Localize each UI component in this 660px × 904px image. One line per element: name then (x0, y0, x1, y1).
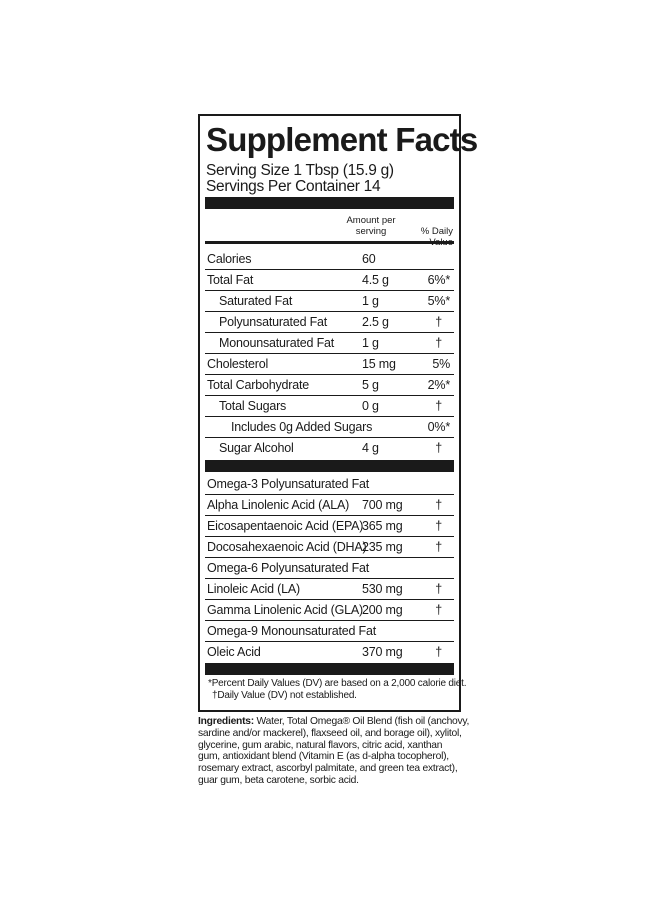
footnote-dv-not-established: †Daily Value (DV) not established. (212, 690, 357, 701)
row-cholesterol: Cholesterol 15 mg 5% (205, 354, 454, 375)
row-gla: Gamma Linolenic Acid (GLA) 200 mg † (205, 600, 454, 621)
ingredients-label: Ingredients: (198, 716, 254, 727)
servings-per-container: Servings Per Container 14 (206, 178, 381, 195)
row-total-carbohydrate: Total Carbohydrate 5 g 2%* (205, 375, 454, 396)
row-omega-6-header: Omega-6 Polyunsaturated Fat (205, 558, 454, 579)
row-omega-9-header: Omega-9 Monounsaturated Fat (205, 621, 454, 642)
row-total-fat: Total Fat 4.5 g 6%* (205, 270, 454, 291)
serving-size: Serving Size 1 Tbsp (15.9 g) (206, 162, 394, 179)
row-dha: Docosahexaenoic Acid (DHA) 235 mg † (205, 537, 454, 558)
row-added-sugars: Includes 0g Added Sugars 0%* (205, 417, 454, 438)
footnote-percent-dv: *Percent Daily Values (DV) are based on a 2,000 calorie diet. (208, 678, 467, 689)
daily-value-header: % Daily (420, 226, 453, 237)
thick-divider-top (205, 197, 454, 209)
row-polyunsaturated-fat: Polyunsaturated Fat 2.5 g † (205, 312, 454, 333)
row-monounsaturated-fat: Monounsaturated Fat 1 g † (205, 333, 454, 354)
amount-per-serving-header: Amount per serving (346, 215, 396, 237)
thick-divider-middle (205, 460, 454, 472)
supplement-facts-panel (198, 114, 478, 712)
thick-divider-bottom (205, 663, 454, 675)
row-total-sugars: Total Sugars 0 g † (205, 396, 454, 417)
row-oleic-acid: Oleic Acid 370 mg † (207, 645, 442, 659)
row-calories: Calories 60 (205, 249, 454, 270)
row-saturated-fat: Saturated Fat 1 g 5%* (205, 291, 454, 312)
row-ala: Alpha Linolenic Acid (ALA) 700 mg † (205, 495, 454, 516)
row-epa: Eicosapentaenoic Acid (EPA) 365 mg † (205, 516, 454, 537)
ingredients-text: Ingredients: Water, Total Omega® Oil Blend (fish oil (anchovy, sardine and/or mackerel), flaxseed oil, and borage oil), xylitol, glycerine, gum arabic, natural flavors, citric acid, xanthan gum, antioxidant blend (Vitamin E (as d-alpha tocopherol), rosemary extract, ascorbyl palmitate, and green tea extract), guar gum, beta carotene, sorbic acid. (198, 716, 470, 786)
row-la: Linoleic Acid (LA) 530 mg † (205, 579, 454, 600)
panel-title: Supplement Facts (206, 121, 478, 158)
medium-divider (205, 241, 454, 244)
row-omega-3-header: Omega-3 Polyunsaturated Fat (205, 474, 454, 495)
row-sugar-alcohol: Sugar Alcohol 4 g † (219, 441, 442, 455)
